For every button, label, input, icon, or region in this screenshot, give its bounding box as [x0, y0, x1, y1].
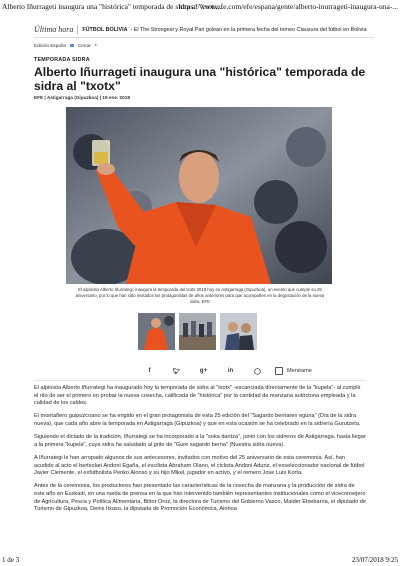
twitter-share-icon[interactable]: 🐦︎: [172, 368, 181, 375]
article-dateline: EFE | Astigarraga (Gipuzkoa) | 15 ene. 2018: [34, 95, 130, 100]
linkedin-share-icon[interactable]: in: [227, 368, 234, 374]
article-body: [34, 385, 366, 519]
article-headline: Alberto Iñurrageti inaugura una "histórica" temporada de sidra al "txotx": [34, 65, 366, 93]
article-paragraph: El montañero guipuzcoano se ha erigido en el gran protagonista de esta 25 edición del "Sagardo berriaren eguna" (Día de la sidra nueva), que cada año abre la temporada en Astigarraga (Gipuzkoa) y que en esta ocasión se ha celebrado en la sidrería Gurutzeta.: [34, 413, 361, 427]
ticker-text[interactable]: - El The Strongest y Royal Pari golean en la primera fecha del torneo Clausura del fútbol en Bolivia: [130, 26, 367, 33]
gallery-thumbnail[interactable]: [138, 313, 175, 350]
meneame-icon: [275, 367, 283, 375]
google-plus-share-icon[interactable]: g+: [199, 368, 208, 374]
article-paragraph: A Iñurrategi le han arropado algunos de sus antecesores, invitados con motivo del 25 aniversario de esta ceremonia. Así, han acudido al acto el bertsolari Andoni Egaña, el excilista Abraham Olano, el ciclista Andoni Aduriz, el exseleccionador nacional de fútbol Javier Clemente, el exfutbolista Penko Alonso y su hijo Mikel, jugador en activo, y el remero Jose Luis Korta.: [34, 454, 365, 477]
whatsapp-share-icon[interactable]: ◯: [254, 368, 261, 375]
print-page-number: 1 de 3: [2, 556, 20, 564]
print-page-url: https://www.efe.com/efe/espana/gente/alberto-inurrageti-inaugura-una-...: [178, 2, 398, 11]
print-page-title: Alberto Iñurrageti inaugura una "histórica" temporada de sidra al "txotx...: [2, 2, 224, 11]
print-datetime: 23/07/2018 9:25: [351, 556, 398, 564]
article-section-label[interactable]: TEMPORADA SIDRA: [34, 57, 90, 63]
article-paragraph: El alpinista Alberto Iñurrategi ha inaugurado hoy la temporada de sidra al "txotx" -escanciada directamente de la "kupela"- al cumplir el rito de ser el primero en probar la nueva cosecha, calificada de "histórica" por la cantidad de manzana autóctona empleada y la calidad de los caldos.: [34, 385, 361, 407]
article-main-photo[interactable]: [66, 107, 332, 284]
gallery-thumbnail[interactable]: [220, 313, 257, 350]
ticker-topic-link[interactable]: FÚTBOL BOLIVIA: [82, 26, 128, 33]
print-header: [0, 0, 400, 14]
gallery-thumbnail[interactable]: [179, 313, 216, 350]
share-bar: [136, 365, 312, 377]
edition-current[interactable]: Edición España: [34, 42, 66, 48]
photo-gallery-thumbnails: [138, 313, 257, 350]
meneame-label: Menéame: [287, 368, 312, 374]
share-divider: [34, 380, 366, 381]
photo-caption: El alpinista Alberto Iñurrategi, inaugura la temporada del txotx 2018 hoy en Astigarraga (Gipuzkoa), un evento que cumple su 25 aniversario, por lo que han sido invitados los protagonistas de años anteriores para que acompañen en la degustación de la nueva sidra. EFE: [75, 287, 325, 304]
breaking-news-ticker: [34, 22, 374, 38]
facebook-share-icon[interactable]: f: [148, 368, 151, 374]
breaking-news-flag: Última hora: [34, 25, 78, 34]
chevron-right-icon: ▸: [94, 42, 98, 47]
edition-close-link[interactable]: Cerrar: [77, 42, 91, 48]
article-paragraph: Siguiendo el dictado de la tradición, Iñurrategi se ha incorporado a la "soka dantza", junto con los sidreros de Astigarraga, hasta llegar a la primera "kupela", cuya sidra ha saludado al grito de "Gure sagardo berria" (Nuestra sidra nueva).: [34, 434, 366, 448]
meneame-share-button[interactable]: [275, 367, 312, 375]
edition-separator-icon: [70, 44, 74, 47]
edition-selector: [34, 41, 97, 49]
article-paragraph: Antes de la ceremonia, los productores han presentado las características de la cosecha de manzana y la producción de sidra de este año en Euskadi, en una rueda de prensa en la que han intervenido también representantes institucionales como el viceconsejero de Agricultura, Pesca y Política Alimentaria, Bittor Oroz, la directora de Turismo del Gobierno Vasco, Maider Etxebarria, el diputado de Turismo de Gipuzkoa, Denis Itxaso, la diputada de Promoción Económica, Ainhoa: [34, 483, 366, 513]
print-footer: [0, 555, 400, 566]
